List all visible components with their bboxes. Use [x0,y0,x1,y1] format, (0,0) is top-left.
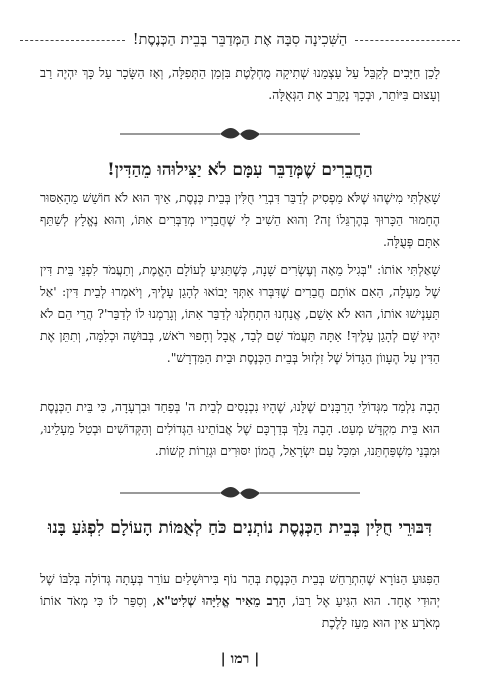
rav-name: הָרַב מֵאִיר אֱלִיָּהוּ שְׁלִיט"א [156,593,286,608]
paragraph-har-nof-part1: הַפִּגּוּעַ הַנּוֹרָא שֶׁהִתְרַחֵשׁ בְּבֵית הַכְּנֶסֶת בְּהַר נוֹף בִּירוּשָׁלַיִם עוֹרֵר בְּעָתָה גְּדוֹלָה בְּלִבּוֹ שֶׁל יְהוּדִי אֶחָד. הוּא הִגִּיעַ אֶל רַבּוֹ, [40,571,440,608]
paragraph-lesson: הָבָה נִלְמַד מִגְּדוֹלֵי הָרַבָּנִים שֶׁלָּנוּ, שֶׁהָיוּ נִכְנָסִים לְבֵית ה' בְּפַחַד וּבִרְעָדָה, כִּי בֵּית הַכְּנֶסֶת הוּא בֵּית מִקְדָּשׁ מְעַט. הָבָה נֵלֵךְ בְּדַרְכָּם שֶׁל אֲבוֹתֵינוּ הַגְּדוֹלִים וְהַקְּדוֹשִׁים וּבְטַל מֵעָלֵינוּ, וּמִבְּנֵי מִשְׁפַּחְתֵּנוּ, וּמִכָּל עַם יִשְׂרָאֵל, הֲמוֹן יִסּוּרִים וּגְזֵרוֹת קָשׁוֹת. [40,399,440,458]
paragraph-closing: לָכֵן חַיָּבִים לְקַבֵּל עַל עַצְמֵנוּ שְׁתִיקָה מֻחְלֶטֶת בִּזְמַן הַתְּפִלָּה, וְאָז הַשָּׂכָר עַל כָּךְ יִהְיֶה רַב וְעָצוּם בִּיּוֹתֵר, וּבְכָךְ נְקָרֵב אֶת הַגְּאֻלָּה. [40,65,440,102]
paragraph-answer: שָׁאַלְתִּי אוֹתוֹ: "בְּגִיל מֵאָה וְעֶשְׂרִים שָׁנָה, כְּשֶׁתַּגִּיעַ לְעוֹלָם הָאֱמֶת, וְתַעֲמֹד לִפְנֵי בֵּית דִּין שֶׁל מַעְלָה, הַאִם אוֹתָם חֲבֵרִים שֶׁדִּבְּרוּ אִתְּךָ יָבוֹאוּ לְהָגֵן עָלֶיךָ, וְיֹאמְרוּ לְבֵית דִּין: 'אַל תַּעַנְישׁוּ אוֹתוֹ, הוּא לֹא אָשֵׁם, אֲנַחְנוּ הִתְחַלְנוּ לְדַבֵּר אִתּוֹ, וְגָרַמְנוּ לוֹ לְדַבֵּר'? הֲרֵי הֵם לֹא יִהְיוּ שָׁם לְהָגֵן עָלֶיךָ! אַתָּה תַּעֲמֹד שָׁם לְבַד, אֲבָל וְחָפוּי רֹאשׁ, בְּבוּשָׁה וּכְלִמָּה, וְתִתֵּן אֶת הַדִּין עַל הֶעָווֹן הַגָּדוֹל שֶׁל זִלְזוּל בְּבֵית הַכְּנֶסֶת וּבֵית הַמִּדְרָשׁ". [40,262,440,365]
running-header [20,30,460,50]
header-dash-left [20,40,125,41]
header-dash-right [355,40,460,41]
running-header-title: הַשִּׁכִינָה סִבָּה אֶת הַמְּדַבֵּר בְּבֵית הַכְּנֶסֶת! [132,31,348,48]
paragraph-har-nof-part2: , וְסִפֵּר לוֹ כִּי מְאֹד אוֹתוֹ מְאֹרָע אֵין הוּא מֵעֵז לָלֶכֶת [40,593,440,630]
paragraph-question: שָׁאַלְתִּי מִישֶׁהוּ שֶׁלֹּא מַפְסִיק לְדַבֵּר דִּבְרֵי חֻלִּין בְּבֵית כְּנֶסֶת, אֵיךְ הוּא לֹא חוֹשֵׁשׁ מֵהָאִסּוּר הֶחָמוּר הַכָּרוּךְ בְּהֶרְגֵּלוֹ זֶה? וְהוּא הֵשִׁיב לִי שֶׁחֲבֵרָיו מְדַבְּרִים אִתּוֹ, וְהוּא נֶאֱלָץ לְשַׁתֵּף אִתָּם פְּעֻלָּה. [40,190,440,249]
section-heading-friends: הַחֲבֵרִים שֶׁמְּדַבֵּר עִמָּם לֹא יַצִּילוּהוּ מֵהַדִּין! [107,160,373,180]
paragraph-har-nof [40,568,440,634]
section-divider-ornament [120,124,360,144]
section-heading-mundane-talk: דִּבּוּרֵי חֻלִּין בְּבֵית הַכְּנֶסֶת נוֹתְנִים כֹּחַ לְאֻמּוֹת הָעוֹלָם לִפְגֹּעַ בָּנוּ [47,518,433,538]
page-number: | רמו | [220,651,260,667]
section-divider-ornament-2 [120,483,360,503]
